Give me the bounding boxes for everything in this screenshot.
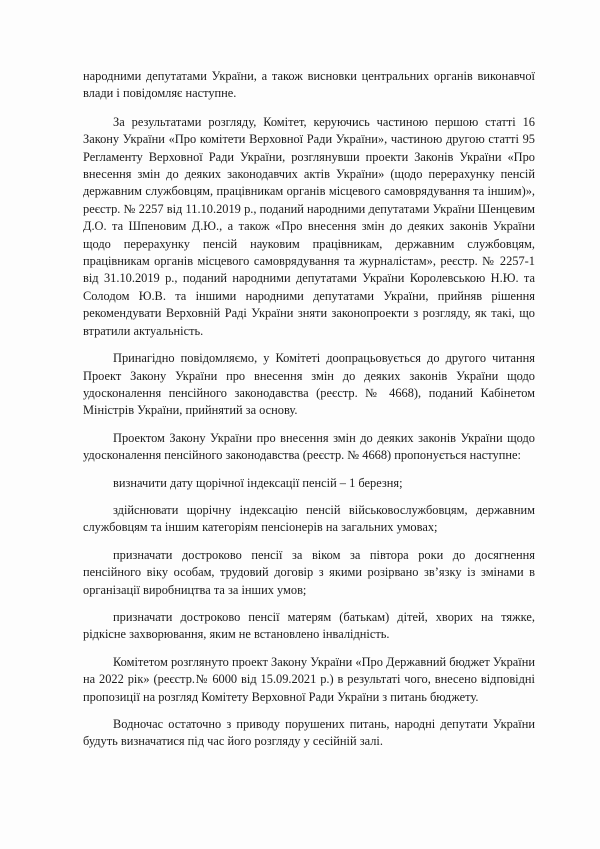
proposal-item-annual-indexation: здійснювати щорічну індексацію пенсій військовослужбовцям, державним службовцям та іншим категоріям пенсіонерів на загальних умовах; [83, 502, 535, 535]
paragraph-conclusion: Водночас остаточно з приводу порушених питань, народні депутати України будуть визначатися під час його розгляду у сесійній залі. [83, 717, 535, 749]
document-body [83, 68, 535, 761]
proposal-item-parents-pension: призначати достроково пенсії матерям (батькам) дітей, хворих на тяжке, рідкісне захворювання, яким не встановлено інвалідність. [83, 609, 535, 642]
proposal-item-early-retirement: призначати достроково пенсії за віком за півтора роки до досягнення пенсійного віку особам, трудовий договір з якими розірвано зв’язку із змінами в організації виробництва та за інших умов; [83, 547, 535, 597]
proposal-item-indexation-date: визначити дату щорічної індексації пенсій – 1 березня; [113, 475, 403, 490]
paragraph-bill-proposals: Проектом Закону України про внесення змін до деяких законів України щодо удосконалення пенсійного законодавства (реєстр. № 4668) пропонується наступне: [83, 430, 535, 463]
paragraph-state-budget: Комітетом розглянуто проект Закону України «Про Державний бюджет України на 2022 рік» (реєстр.№ 6000 від 15.09.2021 р.) в результаті чого, внесено відповідні пропозиції на розгляд Комітету Верховної Ради України з питань бюджету. [83, 654, 535, 704]
paragraph-review-results: За результатами розгляду, Комітет, керуючись частиною першою статті 16 Закону України «Про комітети Верховної Ради України», частиною другою статті 95 Регламенту Верховної Ради України, розглянувши проекти Законів України «Про внесення змін до деяких законодавчих актів України» (щодо перерахунку пенсій державним службовцям, працівникам органів місцевого самоврядування та іншим)», реєстр. № 2257 від 11.10.2019 р., поданий народними депутатами України Шенцевим Д.О. та Шпеновим Д.Ю., а також «Про внесення змін до деяких законів України щодо перерахунку пенсій науковим працівникам, державним службовцям, працівникам органів місцевого самоврядування та журналістам», реєстр. № 2257-1 від 31.10.2019 р., поданий народними депутатами України Королевською Н.Ю. та Солодом Ю.В. та іншими народними депутатами України, прийняв рішення рекомендувати Верховній Раді України зняти законопроекти з розгляду, як такі, що втратили актуальність. [83, 114, 535, 338]
paragraph-second-reading: Принагідно повідомляємо, у Комітеті доопрацьовується до другого читання Проект Закону України про внесення змін до деяких законів України щодо удосконалення пенсійного законодавства (реєстр. № 4668), поданий Кабінетом Міністрів України, прийнятий за основу. [83, 351, 535, 418]
paragraph-intro-continuation: народними депутатами України, а також висновки центральних органів виконавчої влади і повідомляє наступне. [83, 69, 535, 101]
